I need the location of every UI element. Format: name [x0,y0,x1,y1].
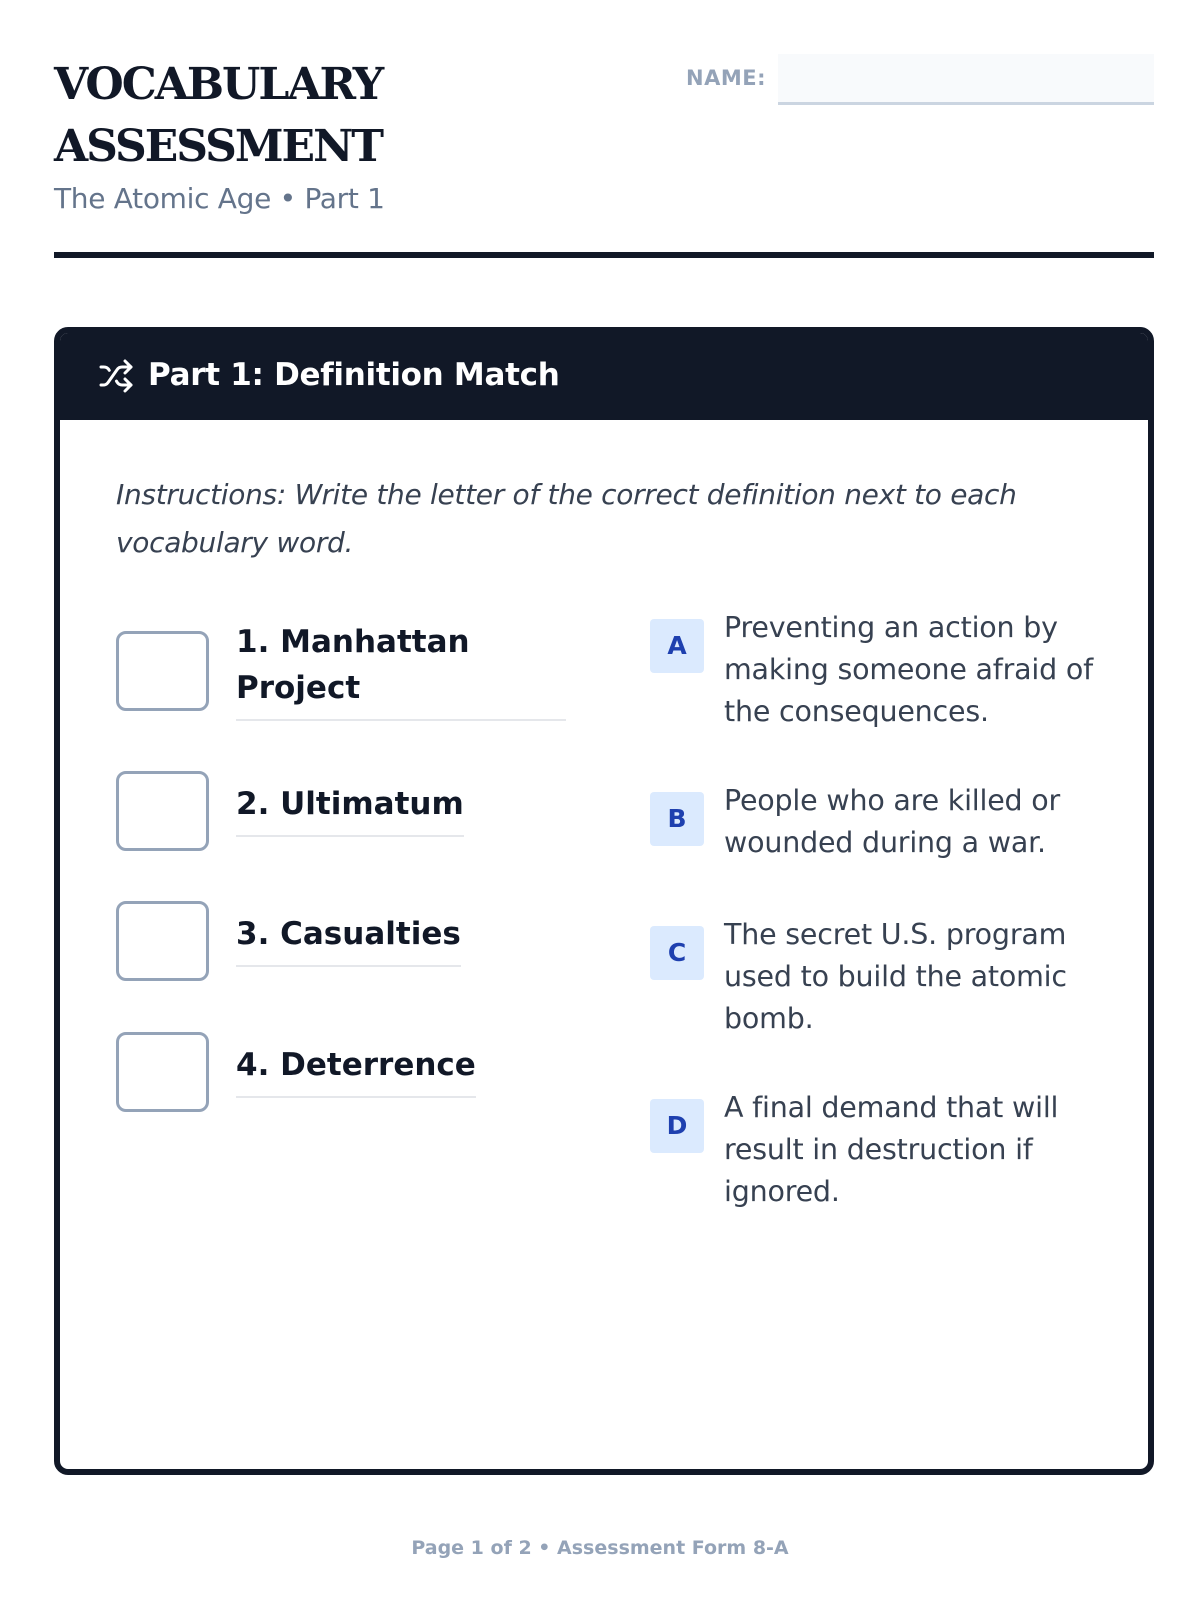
definition-match-section [54,327,1154,1475]
letter-badge: D [650,1099,704,1153]
name-input[interactable] [778,54,1154,105]
definition-text: People who are killed or wounded during a war. [724,784,1061,859]
definition-text: Preventing an action by making someone afraid of the consequences. [724,611,1093,728]
shuffle-icon [96,358,136,394]
term-text: 3. Casualties [236,911,461,967]
page-subtitle: The Atomic Age • Part 1 [54,182,385,215]
definition-text: A final demand that will result in destruction if ignored. [724,1091,1059,1208]
term-label [236,911,566,967]
term-label [236,1042,566,1098]
answer-box-1[interactable] [116,631,209,711]
answer-box-4[interactable] [116,1032,209,1112]
definition-text: The secret U.S. program used to build the atomic bomb. [724,918,1067,1035]
term-text: 2. Ultimatum [236,781,464,837]
page-title: VOCABULARY ASSESSMENT [54,59,383,172]
letter-badge: A [650,619,704,673]
page-footer: Page 1 of 2 • Assessment Form 8-A [411,1537,789,1559]
term-text: 1. Manhattan Project [236,619,566,721]
letter-badge: C [650,926,704,980]
letter-badge: B [650,792,704,846]
answer-box-3[interactable] [116,901,209,981]
section-header [60,333,1148,420]
answer-box-2[interactable] [116,771,209,851]
name-label: NAME: [686,66,766,90]
term-label [236,619,566,721]
term-text: 4. Deterrence [236,1042,476,1098]
section-title: Part 1: Definition Match [148,357,560,393]
instructions-text: Instructions: Write the letter of the correct definition next to each vocabulary word. [116,478,1017,559]
term-label [236,781,566,837]
header-divider [54,252,1154,258]
